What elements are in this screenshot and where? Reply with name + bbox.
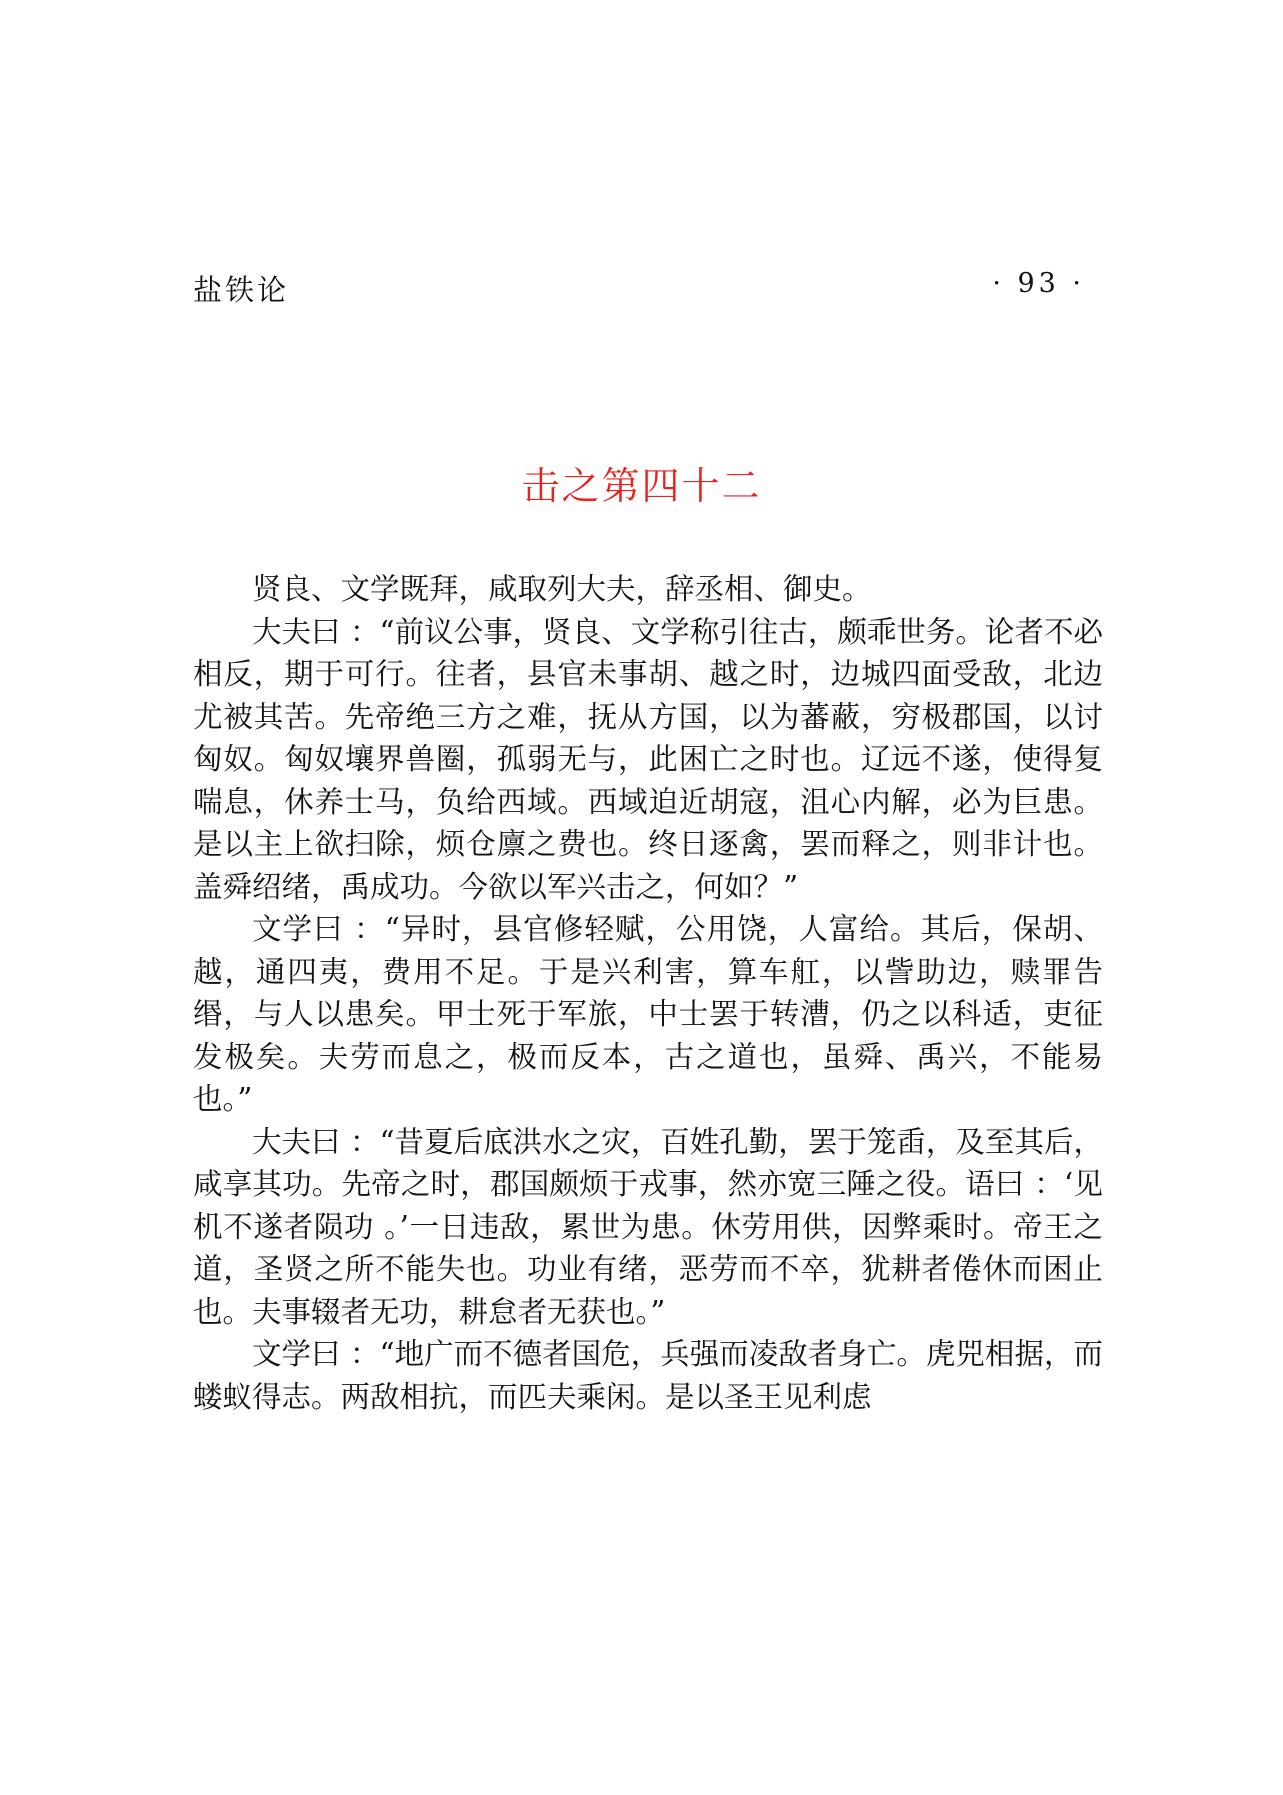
paragraph: 大夫曰 ：“昔夏后底洪水之灾，百姓孔勤，罢于笼臿，及至其后，咸享其功。先帝之时，郡国颇烦于戎事，然亦宽三陲之役。语曰 ：‘见机不遂者陨功 。’一日违敌，累世为患。休劳用供，因弊乘时。帝王之道，圣贤之所不能失也。功业有绪，恶劳而不卒，犹耕者倦休而困止也。夫事辍者无功，耕怠者无获也。” bbox=[193, 1124, 1103, 1329]
book-title: 盐铁论 bbox=[193, 273, 290, 307]
running-head bbox=[193, 268, 1085, 308]
paragraph: 贤良、文学既拜，咸取列大夫，辞丞相、御史。 bbox=[252, 572, 872, 606]
paragraph: 大夫曰 ：“前议公事，贤良、文学称引往古，颇乖世务。论者不必相反，期于可行。往者，县官未事胡、越之时，边城四面受敌，北边尤被其苦。先帝绝三方之难，抚从方国，以为蕃蔽，穷极郡国，以讨匈奴。匈奴壤界兽圈，孤弱无与，此困亡之时也。辽远不遂，使得复喘息，休养士马，负给西域。西域迫近胡寇，沮心内解，必为巨患。是以主上欲扫除，烦仓廪之费也。终日逐禽，罢而释之，则非计也。盖舜绍绪，禹成功。今欲以军兴击之，何如？” bbox=[193, 614, 1103, 904]
paragraph: 文学曰 ：“地广而不德者国危，兵强而凌敌者身亡。虎兕相据，而蝼蚁得志。两敌相抗，而匹夫乘闲。是以圣王见利虑 bbox=[193, 1337, 1103, 1414]
body-text bbox=[193, 568, 1103, 1418]
chapter-title: 击之第四十二 bbox=[521, 464, 762, 508]
paragraph: 文学曰 ：“异时，县官修轻赋，公用饶，人富给。其后，保胡、越，通四夷，费用不足。于是兴利害，算车舡，以訾助边，赎罪告缗，与人以患矣。甲士死于军旅，中士罢于转漕，仍之以科适，吏征发极矣。夫劳而息之，极而反本，古之道也，虽舜、禹兴，不能易也。” bbox=[193, 912, 1103, 1116]
page-number: · 93 · bbox=[992, 268, 1085, 299]
